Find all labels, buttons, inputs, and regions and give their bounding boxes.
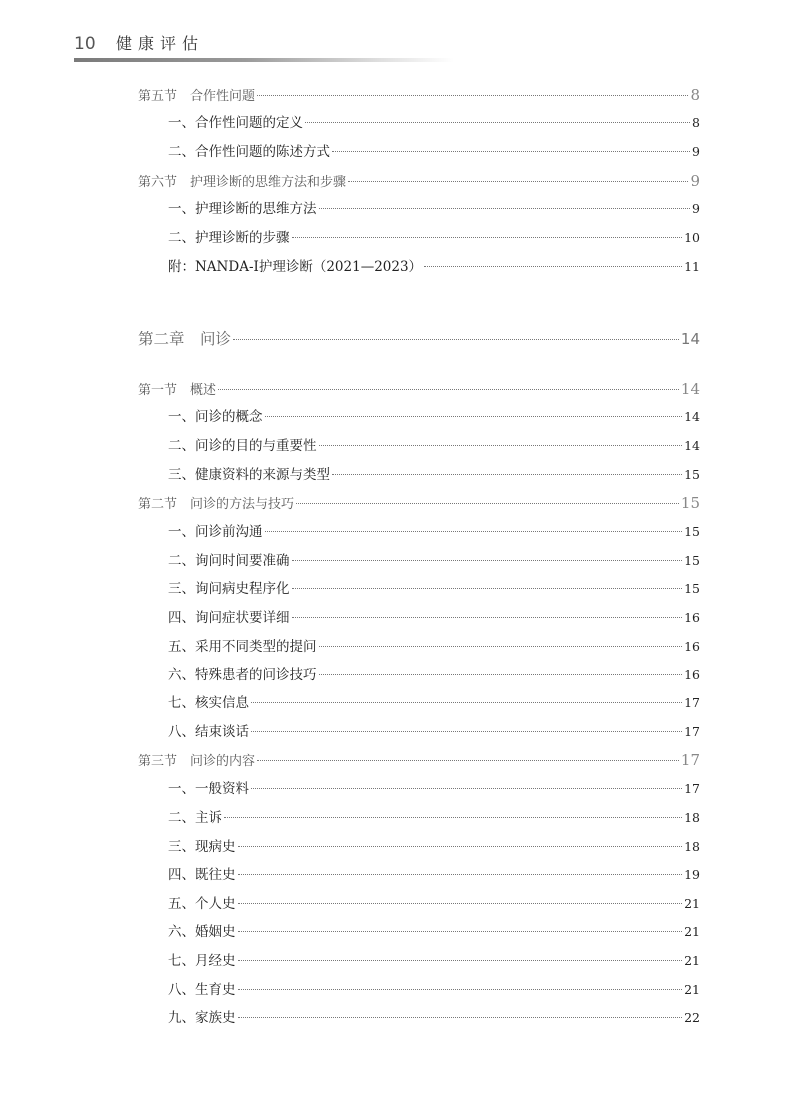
toc-entry-title: 第五节 合作性问题 — [138, 89, 256, 104]
toc-leader-dots — [233, 339, 679, 340]
toc-page-number: 14 — [680, 380, 700, 398]
toc-entry-title: 九、家族史 — [168, 1010, 236, 1026]
toc-entry-title: 四、询问症状要详细 — [168, 610, 290, 626]
toc-page-number: 15 — [684, 581, 700, 596]
toc-entry-title: 七、核实信息 — [168, 695, 249, 711]
toc-item — [168, 778, 700, 800]
toc-page-number: 14 — [684, 438, 700, 453]
toc-page-number: 16 — [684, 667, 700, 682]
toc-entry-title: 一、护理诊断的思维方法 — [168, 201, 317, 217]
toc-page-number: 9 — [692, 201, 700, 216]
toc-leader-dots — [292, 617, 683, 618]
toc-entry-title: 一、问诊的概念 — [168, 409, 263, 425]
toc-entry-title: 三、健康资料的来源与类型 — [168, 467, 330, 483]
toc-entry-title: 一、问诊前沟通 — [168, 524, 263, 540]
toc-item — [168, 864, 700, 886]
toc-item — [168, 198, 700, 220]
toc-item — [168, 893, 700, 915]
toc-section — [138, 170, 700, 192]
page-number: 10 — [74, 34, 96, 54]
toc-entry-title: 第三节 问诊的内容 — [138, 754, 256, 769]
toc-leader-dots — [224, 817, 682, 818]
toc-section — [138, 378, 700, 400]
toc-entry-title: 二、询问时间要准确 — [168, 553, 290, 569]
toc-leader-dots — [257, 95, 688, 96]
toc-item — [168, 979, 700, 1001]
toc-item — [168, 950, 700, 972]
toc-page-number: 17 — [680, 751, 700, 769]
toc-entry-title: 第六节 护理诊断的思维方法和步骤 — [138, 175, 347, 190]
toc-leader-dots — [251, 702, 682, 703]
toc-leader-dots — [251, 731, 682, 732]
toc-entry-title: 五、采用不同类型的提问 — [168, 639, 317, 655]
toc-item — [168, 112, 700, 134]
toc-leader-dots — [238, 960, 683, 961]
toc-chapter — [138, 326, 700, 352]
toc-entry-title: 二、主诉 — [168, 810, 222, 826]
toc-leader-dots — [292, 560, 683, 561]
toc-page-number: 21 — [684, 896, 700, 911]
toc-item — [168, 406, 700, 428]
toc-leader-dots — [319, 445, 683, 446]
toc-page-number: 17 — [684, 781, 700, 796]
toc-leader-dots — [332, 474, 682, 475]
toc-entry-title: 三、询问病史程序化 — [168, 581, 290, 597]
toc-item — [168, 607, 700, 629]
toc-page-number: 15 — [684, 553, 700, 568]
toc-page-number: 15 — [684, 524, 700, 539]
toc-leader-dots — [292, 588, 683, 589]
toc-section — [138, 84, 700, 106]
toc-entry-title: 第二章 问诊 — [138, 330, 232, 348]
toc-entry-title: 七、月经史 — [168, 953, 236, 969]
header-rule — [74, 58, 454, 62]
toc-item — [168, 721, 700, 743]
toc-page-number: 17 — [684, 695, 700, 710]
toc-item — [168, 521, 700, 543]
toc-page-number: 18 — [684, 810, 700, 825]
toc-page-number: 11 — [684, 259, 700, 274]
toc-leader-dots — [296, 503, 679, 504]
toc-leader-dots — [257, 760, 679, 761]
toc-section — [138, 492, 700, 514]
toc-leader-dots — [319, 208, 691, 209]
toc-section — [138, 749, 700, 771]
toc-page-number: 21 — [684, 924, 700, 939]
toc-item — [168, 550, 700, 572]
toc-page-number: 8 — [690, 86, 700, 104]
toc-item — [168, 692, 700, 714]
toc-item — [168, 664, 700, 686]
toc-leader-dots — [238, 931, 683, 932]
toc-entry-title: 一、一般资料 — [168, 781, 249, 797]
toc-page-number: 9 — [690, 172, 700, 190]
toc-entry-title: 二、合作性问题的陈述方式 — [168, 144, 330, 160]
toc-item — [168, 807, 700, 829]
toc-entry-title: 附：NANDA-Ⅰ护理诊断（2021—2023） — [168, 259, 423, 275]
toc-leader-dots — [292, 237, 683, 238]
toc-page-number: 8 — [692, 115, 700, 130]
toc-page-number: 16 — [684, 639, 700, 654]
toc-leader-dots — [238, 1017, 683, 1018]
toc-item — [168, 141, 700, 163]
toc-leader-dots — [238, 989, 683, 990]
toc-leader-dots — [319, 674, 683, 675]
toc-entry-title: 五、个人史 — [168, 896, 236, 912]
toc-item — [168, 921, 700, 943]
toc-page-number: 16 — [684, 610, 700, 625]
toc-entry-title: 第二节 问诊的方法与技巧 — [138, 497, 295, 512]
toc-entry-title: 四、既往史 — [168, 867, 236, 883]
toc-page-number: 10 — [684, 230, 700, 245]
toc-page-number: 21 — [684, 953, 700, 968]
toc-leader-dots — [348, 181, 688, 182]
toc-page-number: 18 — [684, 839, 700, 854]
toc-page-number: 19 — [684, 867, 700, 882]
toc-entry-title: 二、问诊的目的与重要性 — [168, 438, 317, 454]
toc-entry-title: 六、特殊患者的问诊技巧 — [168, 667, 317, 683]
toc-entry-title: 一、合作性问题的定义 — [168, 115, 303, 131]
toc-leader-dots — [424, 266, 682, 267]
toc-leader-dots — [265, 531, 683, 532]
toc-item — [168, 836, 700, 858]
toc-leader-dots — [319, 646, 683, 647]
toc-leader-dots — [251, 788, 682, 789]
toc-leader-dots — [238, 874, 683, 875]
toc-leader-dots — [305, 122, 690, 123]
toc-item — [168, 1007, 700, 1029]
toc-leader-dots — [265, 416, 683, 417]
toc-leader-dots — [218, 389, 679, 390]
toc-page-number: 22 — [684, 1010, 700, 1025]
toc-page-number: 15 — [680, 494, 700, 512]
toc-item — [168, 435, 700, 457]
toc-item — [168, 636, 700, 658]
toc-leader-dots — [332, 151, 690, 152]
toc-entry-title: 第一节 概述 — [138, 383, 217, 398]
toc-leader-dots — [238, 903, 683, 904]
page-header — [0, 0, 800, 66]
toc-entry-title: 六、婚姻史 — [168, 924, 236, 940]
toc-item — [168, 578, 700, 600]
toc-page-number: 14 — [684, 409, 700, 424]
toc-entry-title: 八、结束谈话 — [168, 724, 249, 740]
toc-page-number: 14 — [680, 330, 700, 348]
toc-item — [168, 464, 700, 486]
toc-page-number: 15 — [684, 467, 700, 482]
toc-entry-title: 二、护理诊断的步骤 — [168, 230, 290, 246]
toc-entry-title: 三、现病史 — [168, 839, 236, 855]
toc-item — [168, 256, 700, 278]
toc-leader-dots — [238, 846, 683, 847]
book-title: 健康评估 — [116, 34, 205, 53]
toc-page-number: 17 — [684, 724, 700, 739]
toc-entry-title: 八、生育史 — [168, 982, 236, 998]
toc-page-number: 9 — [692, 144, 700, 159]
toc-page-number: 21 — [684, 982, 700, 997]
toc-item — [168, 227, 700, 249]
